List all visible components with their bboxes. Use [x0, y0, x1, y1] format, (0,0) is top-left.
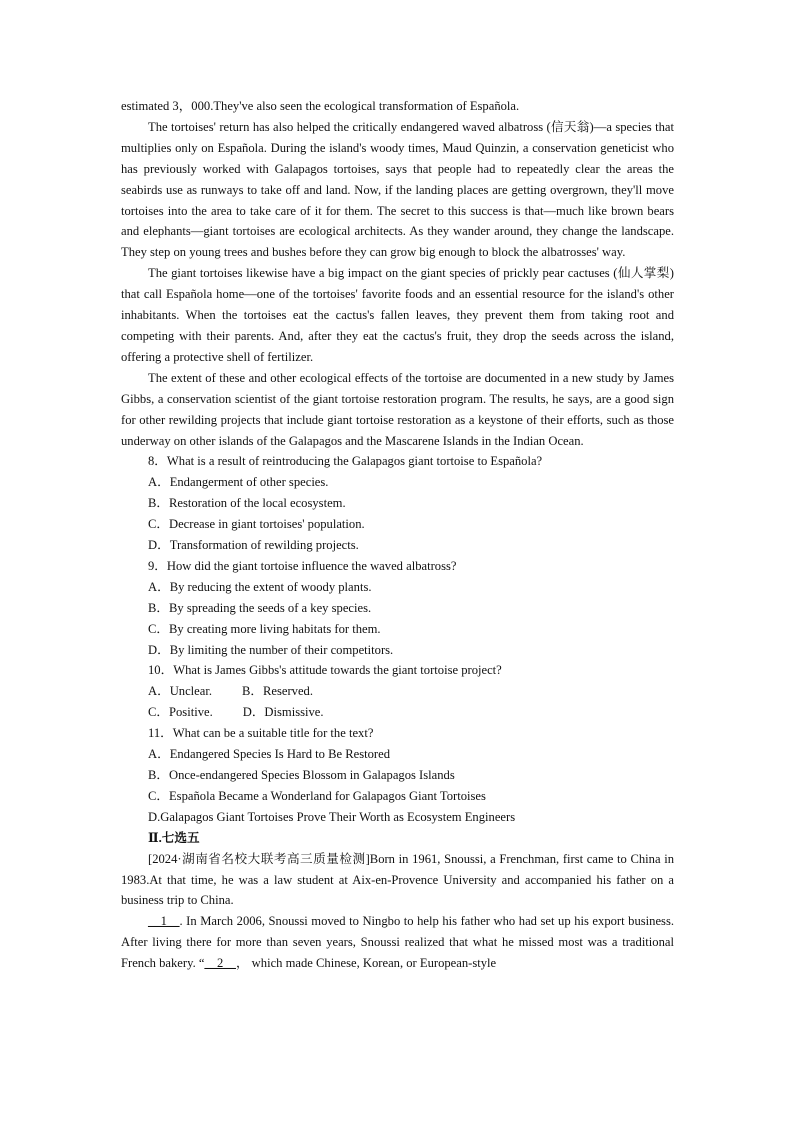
- option-a: A．Endangered Species Is Hard to Be Restored: [148, 747, 391, 762]
- option-a: A．Unclear.: [148, 684, 212, 699]
- question-stem: 9．How did the giant tortoise influence the waved albatross?: [148, 558, 457, 573]
- option-b: B．Once-endangered Species Blossom in Galapagos Islands: [148, 768, 455, 782]
- option-c: C．Decrease in giant tortoises' population.: [148, 517, 365, 532]
- question-stem: 10．What is James Gibbs's attitude towards the giant tortoise project?: [148, 663, 502, 678]
- option-b: B．By spreading the seeds of a key species.: [148, 600, 372, 615]
- question-8: [121, 451, 674, 556]
- option-b: B．Restoration of the local ecosystem.: [148, 496, 346, 511]
- option-a: A．By reducing the extent of woody plants.: [148, 579, 372, 594]
- cloze-paragraph: [121, 911, 674, 974]
- option-c: C．Positive.: [148, 705, 213, 720]
- blank-2: __2__: [204, 956, 236, 971]
- option-row-ab: [121, 681, 674, 702]
- question-9: [121, 556, 674, 661]
- cloze-tail: ， which made Chinese, Korean, or European-style: [235, 956, 497, 971]
- option-c: C．By creating more living habitats for them.: [148, 621, 381, 636]
- option-d: D．Dismissive.: [242, 705, 324, 720]
- question-10: [121, 660, 674, 723]
- question-stem: 11．What can be a suitable title for the text?: [148, 726, 374, 741]
- paragraph-albatross: The tortoises' return has also helped the critically endangered waved albatross (信天翁)—a species that multiplies only on Española. During the island's woody times, Maud Quinzin, a conservation geneticist who has previously worked with Galapagos tortoises, says that people had to repeatedly clear the areas the seabirds use as runways to take off and land. Now, if the landing places are getting overgrown, they'll move tortoises into the area to take care of it for them. The secret to this success is that—much like brown bears and elephants—giant tortoises are ecological architects. As they wander around, they change the landscape. They step on young trees and bushes before they can grow big enough to block the albatrosses' way.: [121, 119, 674, 260]
- option-d: D．By limiting the number of their competitors.: [148, 642, 394, 657]
- option-c: C．Española Became a Wonderland for Galapagos Giant Tortoises: [148, 788, 486, 803]
- question-stem: 8．What is a result of reintroducing the Galapagos giant tortoise to Española?: [148, 454, 543, 469]
- cloze-text: . In March 2006, Snoussi moved to Ningbo to help his father who had set up his export business. After living there for more than seven years, Snoussi realized that what he missed most was a traditional French bakery. “: [121, 914, 674, 971]
- paragraph-0: estimated 3，000.They've also seen the ecological transformation of Española.: [121, 99, 520, 113]
- option-row-cd: [121, 702, 674, 723]
- option-b: B．Reserved.: [242, 684, 313, 699]
- question-11: [121, 723, 674, 828]
- option-a: A．Endangerment of other species.: [148, 475, 329, 490]
- document-page: [121, 96, 674, 974]
- option-d: D.Galapagos Giant Tortoises Prove Their Worth as Ecosystem Engineers: [148, 809, 516, 824]
- section-intro: [2024·湖南省名校大联考高三质量检测]Born in 1961, Snoussi, a Frenchman, first came to China in 1983.At that time, he was a law student at Aix-en-Provence University and accompanied his father on a business trip to China.: [121, 851, 674, 908]
- option-d: D．Transformation of rewilding projects.: [148, 538, 359, 553]
- section-heading: Ⅱ.七选五: [148, 830, 200, 845]
- paragraph-cactus: The giant tortoises likewise have a big impact on the giant species of prickly pear cactuses (仙人掌梨) that call Española home—one of the tortoises' favorite foods and an essential resource for the island's other inhabitants. When the tortoises eat the cactus's fallen leaves, they prevent them from taking root and competing with their parents. And, after they eat the cactus's fruit, they drop the seeds across the island, offering a protective shell of fertilizer.: [121, 266, 674, 364]
- blank-1: __1__: [148, 914, 180, 929]
- paragraph-study: The extent of these and other ecological effects of the tortoise are documented in a new study by James Gibbs, a conservation scientist of the giant tortoise restoration program. The results, he says, are a good sign for other rewilding projects that include giant tortoise restoration as a keystone of their efforts, such as those underway on other islands of the Galapagos and the Mascarene Islands in the Indian Ocean.: [121, 370, 674, 448]
